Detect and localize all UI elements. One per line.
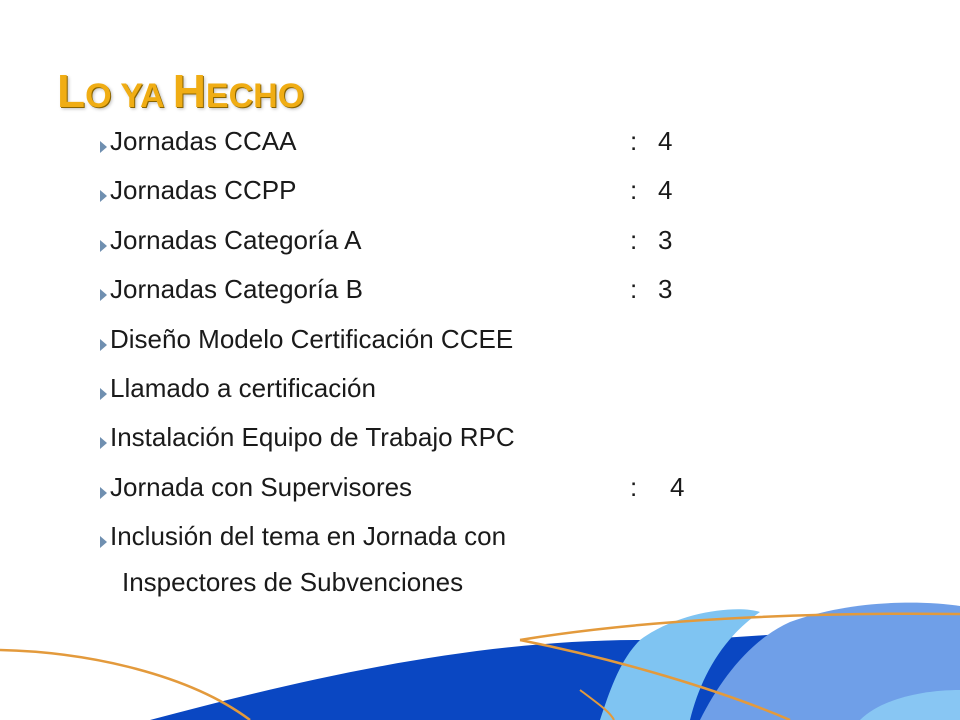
item-label: Jornadas Categoría B [110,274,363,305]
item-value: 4 [658,126,673,156]
item-value: 3 [658,224,673,255]
item-label: Jornadas CCPP [110,175,297,206]
item-label: Jornadas Categoría A [110,224,362,255]
item-colon: : [630,471,638,502]
title-letter-h: H [172,65,206,117]
title-letter-l: L [57,65,86,117]
item-label: Jornadas CCAA [110,126,297,156]
item-colon: : [630,175,638,206]
title-text-o-ya: O YA [85,77,173,115]
item-colon: : [630,274,638,305]
item-label: Diseño Modelo Certificación CCEE [110,323,514,354]
item-label: Llamado a certificación [110,372,376,403]
item-label: Inclusión del tema en Jornada con [110,521,507,552]
item-label-continuation: Inspectores de Subvenciones [122,567,464,597]
title-text-echo: ECHO [205,77,305,115]
item-label: Jornada con Supervisores [110,471,413,502]
item-colon: : [630,224,638,255]
item-value: 4 [658,175,673,206]
item-value: 4 [670,471,685,502]
item-colon: : [630,126,638,156]
item-value: 3 [658,274,673,305]
item-label: Instalación Equipo de Trabajo RPC [110,422,515,453]
